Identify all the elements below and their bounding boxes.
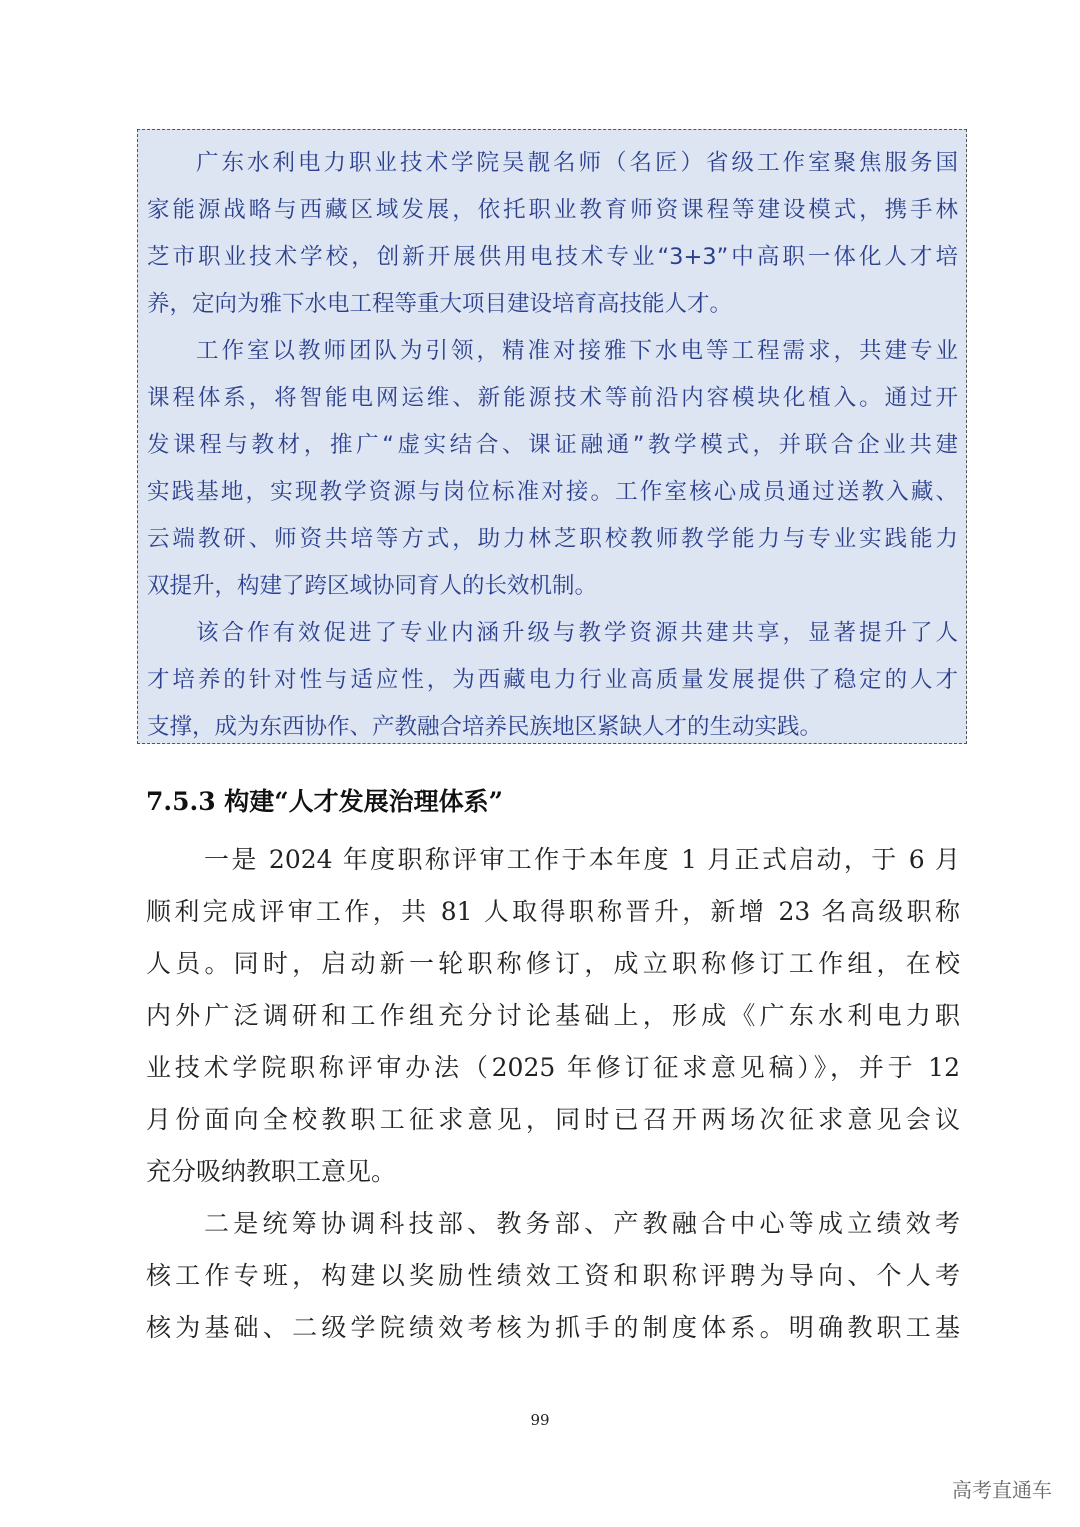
text-line: 二是统筹协调科技部、教务部、产教融合中心等成立绩效考: [204, 1209, 960, 1238]
text-line: 广东水利电力职业技术学院吴靓名师（名匠）省级工作室聚焦服务国: [196, 150, 958, 176]
text-line: 核为基础、二级学院绩效考核为抓手的制度体系。明确教职工基: [146, 1313, 960, 1342]
watermark: 高考直通车: [952, 1478, 1052, 1502]
text-line: 芝市职业技术学校，创新开展供用电技术专业“3+3”中高职一体化人才培: [147, 244, 958, 270]
text-line: 养，定向为雅下水电工程等重大项目建设培育高技能人才。: [147, 291, 733, 317]
section-body: [146, 834, 960, 1354]
text-line: 充分吸纳教职工意见。: [146, 1157, 397, 1186]
text-line: 核工作专班，构建以奖励性绩效工资和职称评聘为导向、个人考: [146, 1261, 960, 1290]
page-number: 99: [530, 1411, 550, 1429]
text-line: 双提升，构建了跨区域协同育人的长效机制。: [147, 573, 598, 599]
text-line: 顺利完成评审工作，共 81 人取得职称晋升，新增 23 名高级职称: [146, 897, 960, 926]
text-line: 课程体系，将智能电网运维、新能源技术等前沿内容模块化植入。通过开: [147, 385, 958, 411]
text-line: 支撑，成为东西协作、产教融合培养民族地区紧缺人才的生动实践。: [147, 714, 823, 740]
text-line: 人员。同时，启动新一轮职称修订，成立职称修订工作组，在校: [146, 949, 960, 978]
case-callout-box: [137, 129, 967, 744]
text-line: 业技术学院职称评审办法（2025 年修订征求意见稿）》，并于 12: [146, 1053, 960, 1082]
text-line: 实践基地，实现教学资源与岗位标准对接。工作室核心成员通过送教入藏、: [147, 479, 958, 505]
text-line: 云端教研、师资共培等方式，助力林芝职校教师教学能力与专业实践能力: [147, 526, 958, 552]
text-line: 内外广泛调研和工作组充分讨论基础上，形成《广东水利电力职: [146, 1001, 960, 1030]
text-line: 家能源战略与西藏区域发展，依托职业教育师资课程等建设模式，携手林: [147, 197, 958, 223]
text-line: 才培养的针对性与适应性，为西藏电力行业高质量发展提供了稳定的人才: [147, 667, 958, 693]
text-line: 该合作有效促进了专业内涵升级与教学资源共建共享，显著提升了人: [196, 620, 958, 646]
text-line: 工作室以教师团队为引领，精准对接雅下水电等工程需求，共建专业: [196, 338, 958, 364]
text-line: 发课程与教材，推广“虚实结合、课证融通”教学模式，并联合企业共建: [147, 432, 958, 458]
text-line: 一是 2024 年度职称评审工作于本年度 1 月正式启动，于 6 月: [204, 845, 960, 874]
text-line: 月份面向全校教职工征求意见，同时已召开两场次征求意见会议: [146, 1105, 960, 1134]
section-heading: 7.5.3 构建“人才发展治理体系”: [146, 787, 504, 816]
